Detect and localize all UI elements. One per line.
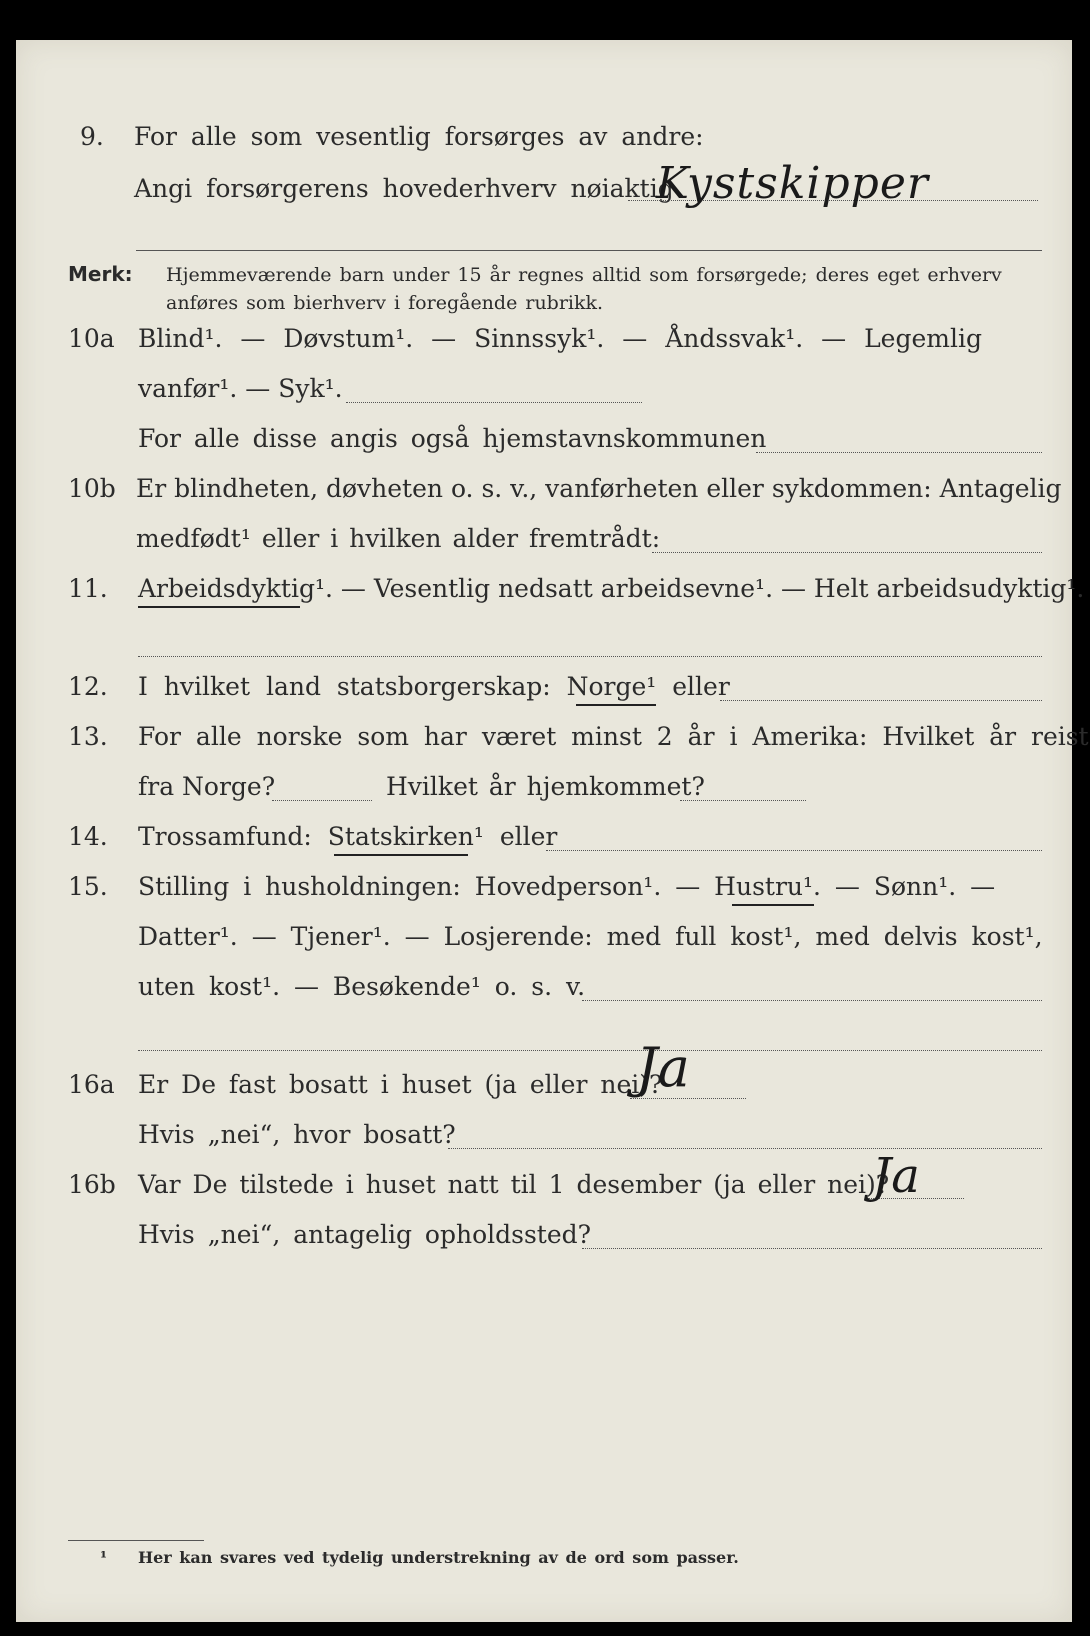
item-number-15: 15. [68, 872, 108, 901]
q15-line1: Stilling i husholdningen: Hovedperson¹. — Hustru¹. — Sønn¹. — [138, 872, 996, 901]
q11-underline-arbeidsdyktig [138, 606, 300, 608]
q10b-line2: medfødt¹ eller i hvilken alder fremtrådt: [136, 524, 661, 553]
item-number-14: 14. [68, 822, 108, 851]
q13-line2a: fra Norge? [138, 772, 276, 801]
item-number-12: 12. [68, 672, 108, 701]
q10b-answer-line [652, 552, 1042, 553]
item-number-16b: 16b [68, 1170, 116, 1199]
merk-line2: anføres som bierhverv i foregående rubrikk. [166, 292, 604, 314]
q10a-syk-line [346, 402, 642, 403]
q9-line2: Angi forsørgerens hovederhverv nøiaktig [134, 174, 674, 203]
q11-answer-line [138, 656, 1042, 657]
q16a-handwritten-answer: Ja [636, 1036, 690, 1099]
q16a-line2: Hvis „nei“, hvor bosatt? [138, 1120, 456, 1149]
form-sheet [16, 40, 1089, 1622]
q13-hjemkommet-line [680, 800, 806, 801]
q12-underline-norge [576, 704, 656, 706]
footnote-text: Her kan svares ved tydelig understrekning av de ord som passer. [138, 1548, 739, 1567]
q10a-line2: vanfør¹. — Syk¹. [138, 374, 343, 403]
q16a-bosatt-line [448, 1148, 1042, 1149]
q14-answer-line [546, 850, 1042, 851]
item-number-10a: 10a [68, 324, 115, 353]
q10a-line3: For alle disse angis også hjemstavnskommunen [138, 424, 767, 453]
q12-line1: I hvilket land statsborgerskap: Norge¹ eller [138, 672, 730, 701]
item-number-11: 11. [68, 574, 108, 603]
q10a-line1: Blind¹. — Døvstum¹. — Sinnssyk¹. — Åndssvak¹. — Legemlig [138, 324, 982, 353]
merk-label: Merk: [68, 262, 133, 286]
q13-reist-line [272, 800, 372, 801]
item-number-13: 13. [68, 722, 108, 751]
q15-underline-hustru [732, 904, 814, 906]
q13-line1: For alle norske som har været minst 2 år i Amerika: Hvilket år reist [138, 722, 1089, 751]
footnote-rule [68, 1540, 204, 1541]
q10a-hjemstavn-line [756, 452, 1042, 453]
q16b-line2: Hvis „nei“, antagelig opholdssted? [138, 1220, 592, 1249]
q16b-opholdssted-line [582, 1248, 1042, 1249]
merk-line1: Hjemmeværende barn under 15 år regnes alltid som forsørgede; deres eget erhverv [166, 264, 1002, 286]
footnote-mark: ¹ [100, 1548, 108, 1567]
item-number-10b: 10b [68, 474, 116, 503]
q14-line1: Trossamfund: Statskirken¹ eller [138, 822, 558, 851]
q16b-handwritten-answer: Ja [872, 1148, 920, 1204]
q16b-line1: Var De tilstede i huset natt til 1 desember (ja eller nei)? [138, 1170, 890, 1199]
q13-line2b: Hvilket år hjemkommet? [386, 772, 705, 801]
q16a-line1: Er De fast bosatt i huset (ja eller nei)? [138, 1070, 663, 1099]
item-number-16a: 16a [68, 1070, 115, 1099]
q15-answer-line [582, 1000, 1042, 1001]
q12-answer-line [720, 700, 1042, 701]
q15-extra-line [138, 1050, 1042, 1051]
q9-handwritten-answer: Kystskipper [656, 158, 929, 209]
q14-underline-statskirken [334, 854, 468, 856]
divider-rule [136, 250, 1042, 251]
q15-line2: Datter¹. — Tjener¹. — Losjerende: med full kost¹, med delvis kost¹, [138, 922, 1043, 951]
q15-line3: uten kost¹. — Besøkende¹ o. s. v. [138, 972, 586, 1001]
q11-line1: Arbeidsdyktig¹. — Vesentlig nedsatt arbeidsevne¹. — Helt arbeidsudyktig¹. [138, 574, 1085, 603]
item-number-9: 9. [80, 122, 104, 151]
q10b-line1: Er blindheten, døvheten o. s. v., vanførheten eller sykdommen: Antagelig [136, 474, 1062, 503]
q9-line1: For alle som vesentlig forsørges av andre: [134, 122, 704, 151]
